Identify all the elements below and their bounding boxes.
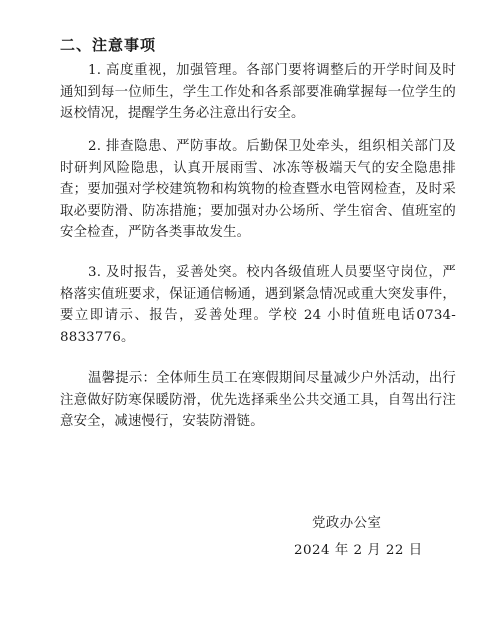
paragraph-management: 1. 高度重视，加强管理。各部门要将调整后的开学时间及时通知到每一位师生，学生工作处和各系部要准确掌握每一位学生的返校情况，提醒学生务必注意出行安全。 xyxy=(60,63,456,121)
issue-date: 2024 年 2 月 22 日 xyxy=(294,543,423,558)
paragraph-reminder: 温馨提示：全体师生员工在寒假期间尽量减少户外活动，出行注意做好防寒保暖防滑，优先选择乘坐公共交通工具，自驾出行注意安全，减速慢行，安装防滑链。 xyxy=(60,371,456,429)
paragraph-hazard-check: 2. 排查隐患、严防事故。后勤保卫处牵头，组织相关部门及时研判风险隐患，认真开展雨雪、冰冻等极端天气的安全隐患排查；要加强对学校建筑物和构筑物的检查暨水电管网检查，及时采取必要防滑、防冻措施；要加强对办公场所、学生宿舍、值班室的安全检查，严防各类事故发生。 xyxy=(60,139,456,240)
section-heading: 二、注意事项 xyxy=(60,36,157,54)
paragraph-reporting: 3. 及时报告，妥善处突。校内各级值班人员要坚守岗位，严格落实值班要求，保证通信畅通，遇到紧急情况或重大突发事件，要立即请示、报告，妥善处理。学校 24 小时值班电话0734-8833776。 xyxy=(60,265,456,345)
issuer-signature: 党政办公室 xyxy=(312,516,382,531)
